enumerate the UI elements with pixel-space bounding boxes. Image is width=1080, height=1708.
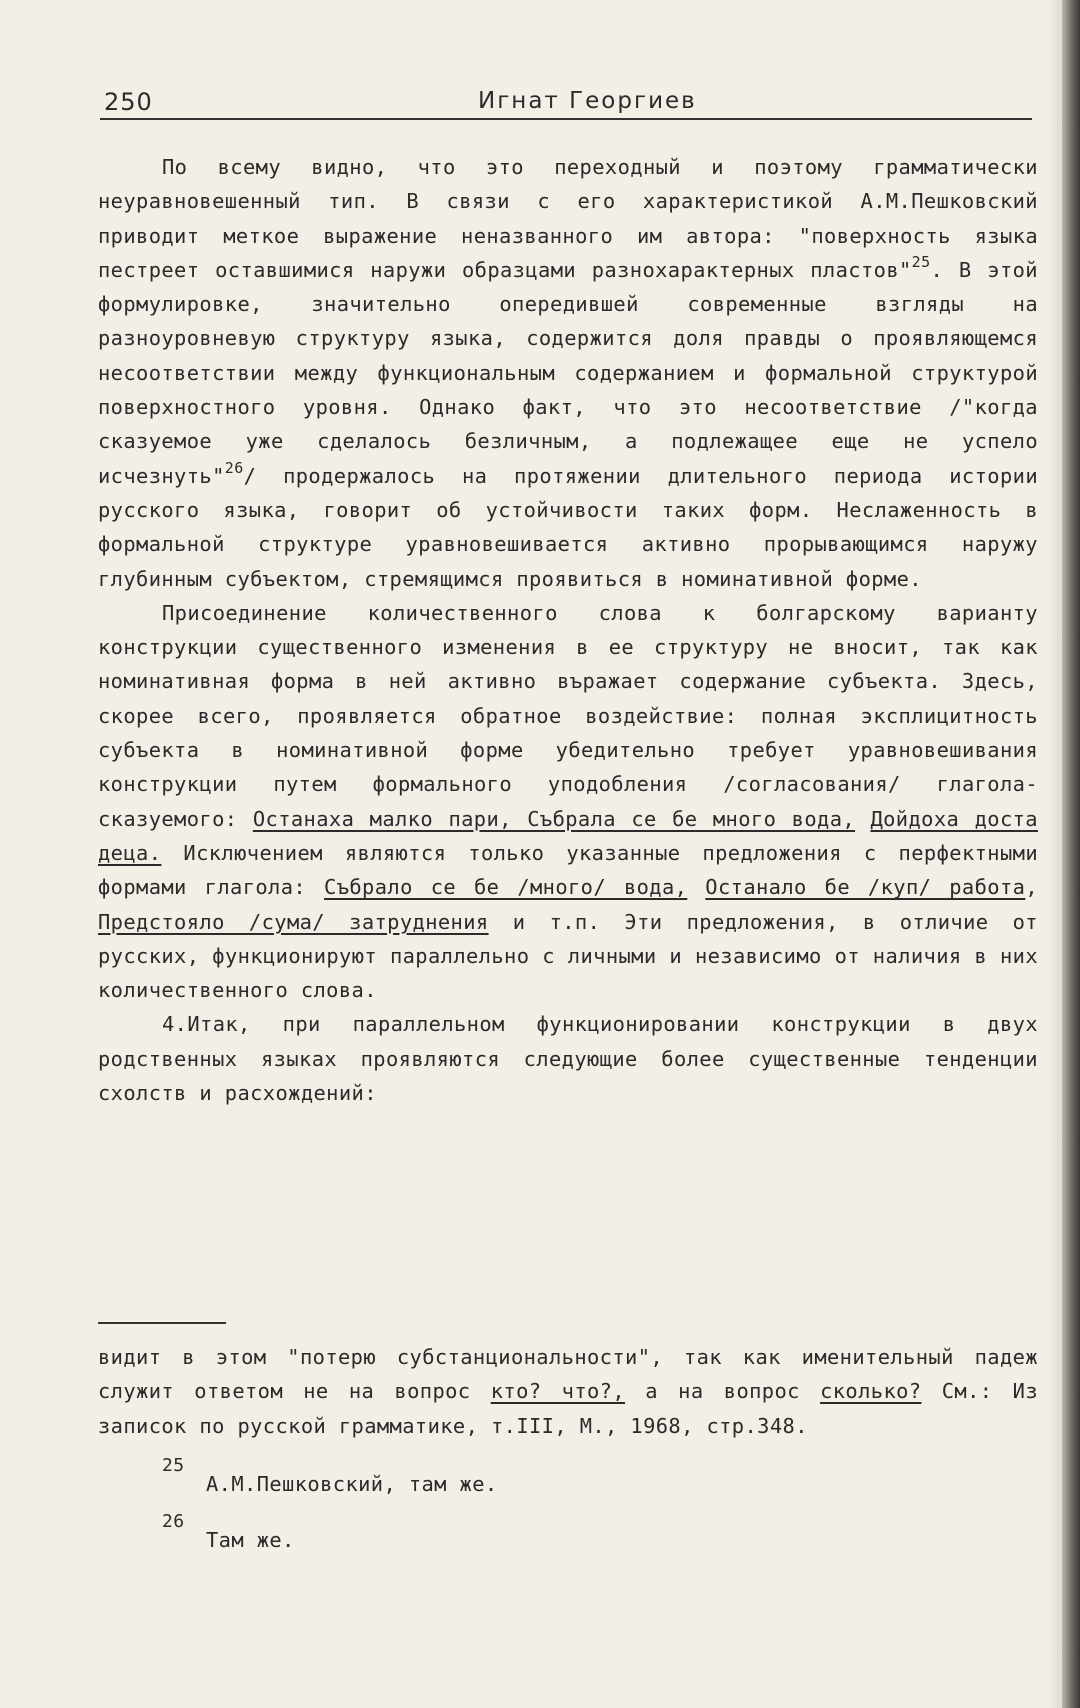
footnote-number: 26 (162, 1510, 185, 1532)
example-sentence-1: Останаха малко пари, Събрала се бе много вода, (252, 806, 856, 831)
comma: , (1025, 875, 1039, 900)
example-sentence-4: Останало бе /куп/ работа (705, 875, 1026, 900)
page-number: 250 (104, 88, 153, 116)
footnote-26 (98, 1510, 1038, 1555)
paragraph-2-text-b: Исключением являются только указанные предложения с перфектными формами глагола: (98, 840, 1038, 900)
main-text (98, 150, 1038, 1110)
paragraph-1-text-c: / продержалось на протяжении длительного периода истории русского языка, говорит об устойчивости таких форм. Неслаженность в формальной структуре уравновешивается активно прорывающимся наружу глубинным субъектом, стремящимся проявиться в номинативной форме. (98, 463, 1038, 591)
example-sentence-3: Събрало се бе /много/ вода, (324, 875, 688, 900)
footnote-text: Там же. (206, 1527, 295, 1552)
book-spine-edge (1062, 0, 1080, 1708)
footnote-ref-25: 25 (911, 252, 931, 271)
footnote-continuation (98, 1340, 1038, 1443)
footnote-question-1: кто? что?, (490, 1379, 626, 1404)
running-header (100, 84, 1032, 120)
footnote-25 (98, 1454, 1038, 1499)
running-header-author: Игнат Георгиев (478, 88, 697, 114)
footnote-cont-text-b: а на вопрос (625, 1379, 821, 1404)
footnote-cont-text-c: См.: Из записок по русской грамматике, т.III, М., 1968, стр.348. (98, 1379, 1039, 1438)
paragraph-2-text-c: и т.п. Эти предложения, в отличие от русских, функционируют параллельно с личными и независимо от наличия в них количественного слова. (98, 909, 1038, 1003)
space (855, 807, 870, 831)
footnote-cont-text-a: видит в этом "потерю субстанциональности", так как именительный падеж служит ответом не на вопрос (98, 1345, 1038, 1404)
footnote-question-2: сколько? (820, 1379, 922, 1404)
paragraph-3: 4.Итак, при параллельном функционировании конструкции в двух родственных языках проявляются следующие более существенные тенденции схолств и расхождений: (98, 1012, 1038, 1106)
footnotes (98, 1340, 1038, 1555)
footnote-separator (98, 1322, 226, 1324)
paragraph-2 (98, 596, 1038, 1008)
paragraph-1-text-a: По всему видно, что это переходный и поэтому грамматически неуравновешенный тип. В связи с его характеристикой А.М.Пешковский приводит меткое выражение неназванного им автора: "поверхность языка пестреет оставшимися наружи образцами разнохарактерных пластов" (98, 155, 1038, 282)
paragraph-1 (98, 150, 1038, 596)
paragraph-2-text-a: Присоединение количественного слова к болгарскому варианту конструкции существенного изменения в ее структуру не вносит, так как номинативная форма в ней активно въражает содержание субъекта. Здесь, скорее всего, проявляется обратное воздействие: полная эксплицитность субъекта в номинативной форме убедительно требует уравновешивания конструкции путем формального уподобления /согласования/ глагола-сказуемого: (98, 600, 1038, 831)
example-sentence-2: Дойдоха доста деца. (98, 806, 1038, 865)
example-sentence-5: Предстояло /сума/ затруднения (98, 909, 489, 934)
footnote-ref-26: 26 (224, 458, 244, 477)
paragraph-1-text-b: . В этой формулировке, значительно опередившей современные взгляды на разноуровневую структуру языка, содержится доля правды о проявляющемся несоответствии между функциональным содержанием и формальной структурой поверхностного уровня. Однако факт, что это несоответствие /"когда сказуемое уже сделалось безличным, а подлежащее еще не успело исчезнуть" (98, 257, 1038, 488)
page-edge-shadow (1048, 0, 1062, 1708)
space (687, 875, 705, 899)
footnote-number: 25 (162, 1454, 185, 1476)
footnote-text: А.М.Пешковский, там же. (206, 1471, 498, 1496)
